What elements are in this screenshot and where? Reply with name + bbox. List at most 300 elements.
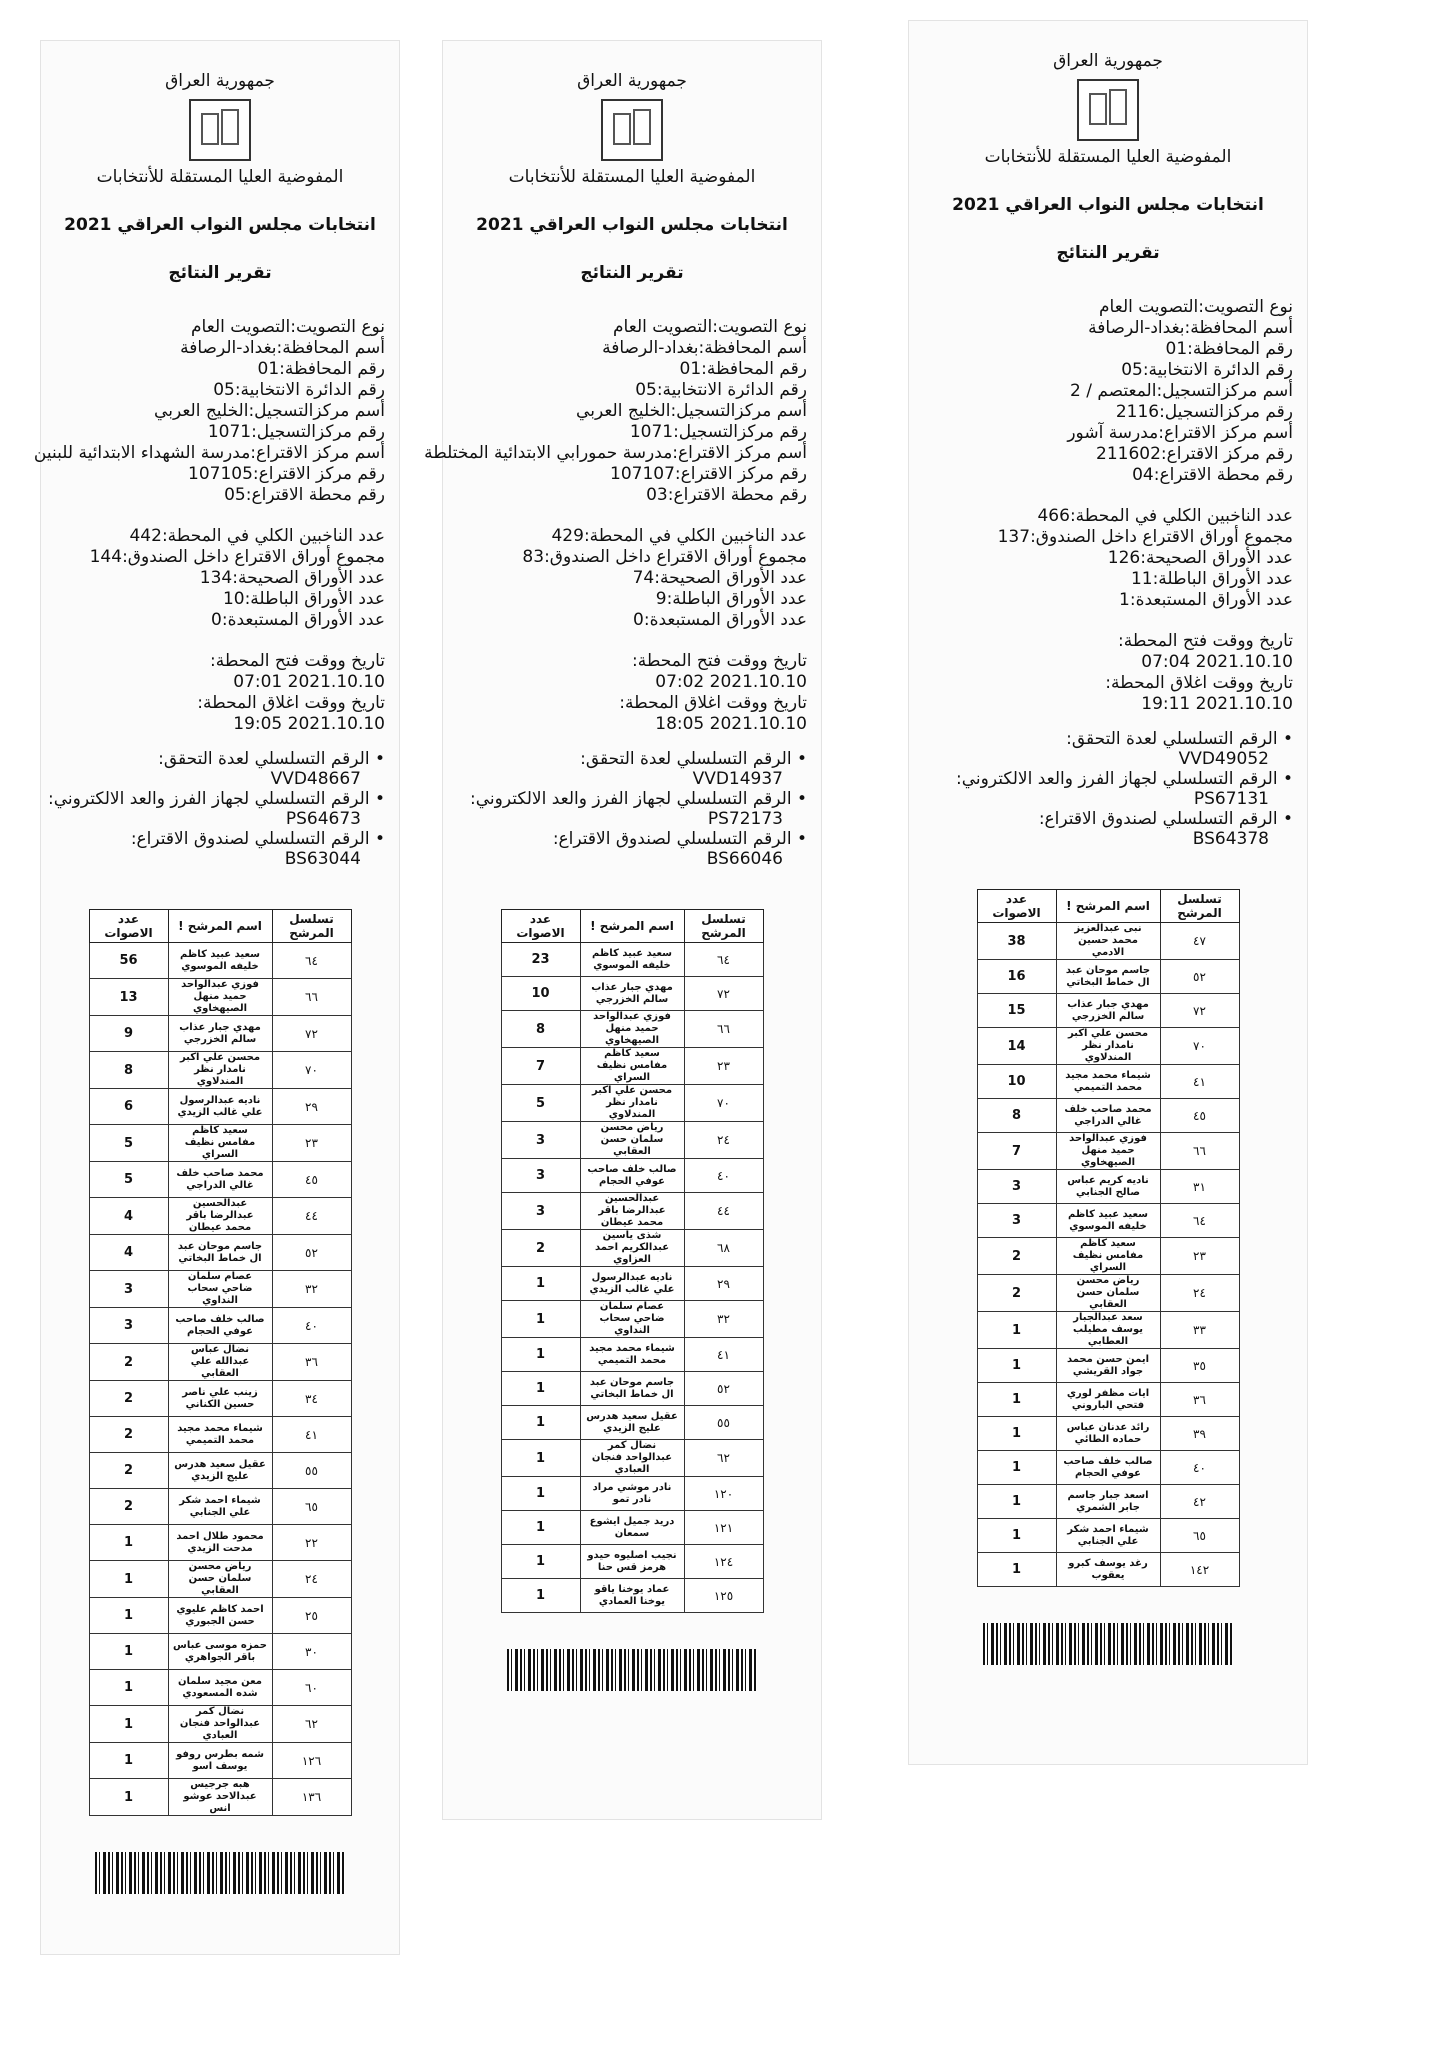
candidate-seq-cell: ٤٠	[1160, 1451, 1239, 1485]
candidate-seq-cell: ٣٩	[1160, 1417, 1239, 1451]
candidate-seq-cell: ٤٥	[1160, 1099, 1239, 1133]
candidate-name-cell: نبى عبدالعزيز محمد حسين الادمي	[1056, 923, 1160, 960]
candidate-seq-cell: ٧٠	[1160, 1028, 1239, 1065]
candidate-seq-cell: ٢٣	[272, 1125, 351, 1162]
results-header-row	[89, 910, 351, 943]
candidate-name-cell: محسن علي اكبر نامدار نظر المندلاوي	[168, 1052, 272, 1089]
votes-cell: 1	[977, 1383, 1056, 1417]
table-row	[89, 1198, 351, 1235]
candidate-seq-cell: ٤٢	[1160, 1485, 1239, 1519]
station-info-line: رقم المحافظة:01	[257, 359, 385, 379]
votes-cell: 1	[89, 1561, 168, 1598]
votes-cell: 38	[977, 923, 1056, 960]
table-row	[501, 1579, 763, 1613]
candidate-seq-cell: ٦٨	[684, 1230, 763, 1267]
results-receipt-3	[908, 20, 1308, 1765]
votes-cell: 7	[977, 1133, 1056, 1170]
table-row	[89, 1308, 351, 1344]
results-header-row	[501, 910, 763, 943]
votes-cell: 23	[501, 943, 580, 977]
serial-value: BS64378	[1192, 829, 1269, 849]
station-info-line: أسم مركز الاقتراع:مدرسة الشهداء الابتدائية للبنين	[33, 443, 385, 463]
station-info-line: رقم مركز الاقتراع:211602	[1096, 444, 1293, 464]
table-row	[501, 1477, 763, 1511]
table-row	[501, 1159, 763, 1193]
table-row	[977, 1238, 1239, 1275]
table-row	[501, 1545, 763, 1579]
votes-cell: 3	[977, 1170, 1056, 1204]
station-time-line: تاريخ ووقت اغلاق المحطة:	[1105, 673, 1293, 693]
barcode	[95, 1852, 345, 1894]
candidate-seq-cell: ٣٢	[684, 1301, 763, 1338]
table-row	[89, 1453, 351, 1489]
candidate-name-cell: مهدي جبار عذاب سالم الخزرجي	[1056, 994, 1160, 1028]
candidate-name-cell: ناديه كريم عباس صالح الجنابي	[1056, 1170, 1160, 1204]
candidate-name-cell: شيماء محمد مجيد محمد التميمي	[580, 1338, 684, 1372]
serial-value: PS72173	[707, 809, 783, 829]
votes-cell: 14	[977, 1028, 1056, 1065]
table-row	[501, 1230, 763, 1267]
serial-value: BS66046	[706, 849, 783, 869]
station-time-line: تاريخ ووقت اغلاق المحطة:	[619, 693, 807, 713]
station-info-line: رقم محطة الاقتراع:05	[224, 485, 385, 505]
votes-cell: 8	[977, 1099, 1056, 1133]
table-row	[89, 1052, 351, 1089]
candidate-name-cell: محمد صاحب خلف غالي الدراجي	[1056, 1099, 1160, 1133]
candidate-seq-cell: ٥٥	[272, 1453, 351, 1489]
votes-cell: 1	[501, 1406, 580, 1440]
election-title: انتخابات مجلس النواب العراقي 2021	[476, 215, 788, 235]
candidate-seq-cell: ٧٠	[272, 1052, 351, 1089]
candidate-seq-cell: ٦٦	[272, 979, 351, 1016]
table-row	[977, 1383, 1239, 1417]
station-time-line: 2021.10.10 18:05	[655, 714, 807, 734]
commission-logo-icon	[1077, 79, 1139, 141]
candidate-name-cell: رائد عدنان عباس حماده الطائي	[1056, 1417, 1160, 1451]
candidate-name-cell: ناديه عبدالرسول علي غالب الزيدي	[580, 1267, 684, 1301]
candidate-seq-cell: ٧٢	[684, 977, 763, 1011]
receipt-header	[41, 71, 399, 283]
candidate-name-cell: صالب خلف صاحب عوفي الحجام	[168, 1308, 272, 1344]
station-info-line: نوع التصويت:التصويت العام	[1099, 297, 1293, 317]
candidate-seq-cell: ٣٦	[272, 1344, 351, 1381]
table-row	[501, 977, 763, 1011]
votes-cell: 1	[977, 1349, 1056, 1383]
ballot-count-line: عدد الأوراق المستبعدة:0	[211, 610, 385, 630]
votes-cell: 16	[977, 960, 1056, 994]
votes-cell: 56	[89, 943, 168, 979]
commission-name: المفوضية العليا المستقلة للأنتخابات	[508, 167, 756, 187]
candidate-seq-cell: ١٢٠	[684, 1477, 763, 1511]
header-votes: عدد الاصوات	[501, 910, 580, 943]
table-row	[89, 1670, 351, 1706]
ballot-count-line: عدد الأوراق الصحيحة:134	[199, 568, 385, 588]
header-votes: عدد الاصوات	[89, 910, 168, 943]
votes-cell: 2	[89, 1344, 168, 1381]
table-row	[501, 1440, 763, 1477]
votes-cell: 5	[89, 1162, 168, 1198]
table-row	[501, 1338, 763, 1372]
table-row	[89, 1706, 351, 1743]
candidate-seq-cell: ٦٠	[272, 1670, 351, 1706]
station-time-line: 2021.10.10 07:02	[655, 672, 807, 692]
votes-cell: 10	[501, 977, 580, 1011]
votes-cell: 1	[89, 1743, 168, 1779]
candidate-name-cell: شيماء احمد شكر علي الجنابي	[1056, 1519, 1160, 1553]
candidate-name-cell: محمود طلال احمد مدحت الزيدي	[168, 1525, 272, 1561]
table-row	[977, 1099, 1239, 1133]
candidate-seq-cell: ٣٣	[1160, 1312, 1239, 1349]
table-row	[501, 1267, 763, 1301]
table-row	[89, 1743, 351, 1779]
candidate-seq-cell: ٦٥	[272, 1489, 351, 1525]
candidate-seq-cell: ٢٩	[684, 1267, 763, 1301]
header-votes: عدد الاصوات	[977, 890, 1056, 923]
table-row	[89, 1634, 351, 1670]
votes-cell: 3	[501, 1122, 580, 1159]
candidate-seq-cell: ١٤٢	[1160, 1553, 1239, 1587]
station-time-line: تاريخ ووقت فتح المحطة:	[210, 651, 385, 671]
station-times	[41, 651, 399, 735]
table-row	[977, 1275, 1239, 1312]
votes-cell: 3	[89, 1271, 168, 1308]
serial-value: PS67131	[1193, 789, 1269, 809]
station-info-line: نوع التصويت:التصويت العام	[191, 317, 385, 337]
votes-cell: 1	[501, 1440, 580, 1477]
candidate-seq-cell: ٣٠	[272, 1634, 351, 1670]
candidate-seq-cell: ١٢٥	[684, 1579, 763, 1613]
candidate-seq-cell: ٦٦	[1160, 1133, 1239, 1170]
table-row	[501, 1193, 763, 1230]
table-row	[89, 1779, 351, 1816]
candidate-seq-cell: ٥٢	[272, 1235, 351, 1271]
report-title: تقرير النتائج	[580, 263, 684, 283]
station-time-line: تاريخ ووقت اغلاق المحطة:	[197, 693, 385, 713]
station-info-line: رقم محطة الاقتراع:03	[646, 485, 807, 505]
candidate-seq-cell: ٢٤	[1160, 1275, 1239, 1312]
candidate-seq-cell: ٢٤	[272, 1561, 351, 1598]
votes-cell: 8	[89, 1052, 168, 1089]
candidate-name-cell: هبه جرجيس عبدالاحد عوشو انس	[168, 1779, 272, 1816]
ballot-count-line: مجموع أوراق الاقتراع داخل الصندوق:137	[997, 527, 1293, 547]
station-info-line: أسم مركزالتسجيل:الخليج العربي	[154, 401, 385, 421]
candidate-name-cell: عقيل سعيد هدرس عليج الزيدي	[168, 1453, 272, 1489]
votes-cell: 1	[89, 1706, 168, 1743]
table-row	[89, 1125, 351, 1162]
votes-cell: 1	[501, 1579, 580, 1613]
votes-cell: 10	[977, 1065, 1056, 1099]
serial-value: BS63044	[284, 849, 361, 869]
votes-cell: 1	[89, 1598, 168, 1634]
candidate-name-cell: سعيد عبيد كاظم خليفه الموسوي	[1056, 1204, 1160, 1238]
candidate-name-cell: جاسم موحان عبد ال خماط البخاتي	[168, 1235, 272, 1271]
votes-cell: 1	[501, 1301, 580, 1338]
candidate-name-cell: سعيد كاظم مفامس نظيف السراي	[1056, 1238, 1160, 1275]
results-table	[89, 909, 352, 1816]
votes-cell: 1	[89, 1779, 168, 1816]
results-receipt-1	[33, 40, 400, 1955]
candidate-name-cell: عصام سلمان ضاحي سحاب النداوي	[580, 1301, 684, 1338]
votes-cell: 2	[89, 1489, 168, 1525]
table-row	[89, 1162, 351, 1198]
serial-label: • الرقم التسلسلي لصندوق الاقتراع:	[552, 829, 807, 849]
candidate-seq-cell: ٦٦	[684, 1011, 763, 1048]
votes-cell: 1	[977, 1485, 1056, 1519]
table-row	[977, 1133, 1239, 1170]
table-row	[89, 943, 351, 979]
votes-cell: 4	[89, 1198, 168, 1235]
table-row	[977, 1312, 1239, 1349]
station-info-line: أسم مركزالتسجيل:الخليج العربي	[576, 401, 807, 421]
candidate-name-cell: احمد كاظم عليوي حسن الجبوري	[168, 1598, 272, 1634]
candidate-name-cell: سعيد عبيد كاظم خليفه الموسوي	[168, 943, 272, 979]
candidate-seq-cell: ١٢١	[684, 1511, 763, 1545]
votes-cell: 2	[89, 1381, 168, 1417]
candidate-seq-cell: ٢٣	[684, 1048, 763, 1085]
candidate-seq-cell: ٧٠	[684, 1085, 763, 1122]
station-info-line: أسم المحافظة:بغداد-الرصافة	[1088, 318, 1293, 338]
votes-cell: 15	[977, 994, 1056, 1028]
station-info-line: رقم مركز الاقتراع:107107	[610, 464, 807, 484]
candidate-name-cell: عبدالحسين عبدالرضا باقر محمد عيطان	[168, 1198, 272, 1235]
serial-label: • الرقم التسلسلي لجهاز الفرز والعد الالكتروني:	[47, 789, 385, 809]
receipt-header	[909, 51, 1307, 263]
table-row	[89, 1417, 351, 1453]
candidate-seq-cell: ٦٥	[1160, 1519, 1239, 1553]
serial-label: • الرقم التسلسلي لصندوق الاقتراع:	[130, 829, 385, 849]
header-candidate-seq: تسلسل المرشح	[1160, 890, 1239, 923]
candidate-name-cell: عقيل سعيد هدرس عليج الزيدي	[580, 1406, 684, 1440]
candidate-seq-cell: ٢٥	[272, 1598, 351, 1634]
candidate-name-cell: سعيد كاظم مفامس نظيف السراي	[168, 1125, 272, 1162]
candidate-name-cell: نضال عباس عبدالله علي العقابي	[168, 1344, 272, 1381]
commission-name: المفوضية العليا المستقلة للأنتخابات	[984, 147, 1232, 167]
candidate-seq-cell: ٥٢	[1160, 960, 1239, 994]
election-title: انتخابات مجلس النواب العراقي 2021	[952, 195, 1264, 215]
candidate-seq-cell: ١٣٦	[272, 1779, 351, 1816]
station-time-line: 2021.10.10 07:01	[233, 672, 385, 692]
barcode	[507, 1649, 757, 1691]
serial-value: VVD49052	[1178, 749, 1269, 769]
candidate-name-cell: نضال كمر عبدالواحد فنجان العبادي	[580, 1440, 684, 1477]
ballot-count-line: عدد الأوراق الصحيحة:126	[1107, 548, 1293, 568]
serial-label: • الرقم التسلسلي لعدة التحقق:	[158, 749, 385, 769]
table-row	[501, 1372, 763, 1406]
candidate-name-cell: سعد عبدالجبار يوسف مطيلب العطابي	[1056, 1312, 1160, 1349]
station-info-line: أسم مركزالتسجيل:المعتصم / 2	[1069, 381, 1293, 401]
candidate-name-cell: ناديه عبدالرسول علي غالب الزيدي	[168, 1089, 272, 1125]
candidate-name-cell: دريد جميل ايشوع سمعان	[580, 1511, 684, 1545]
serial-numbers	[41, 749, 399, 869]
table-row	[89, 1525, 351, 1561]
header-candidate-seq: تسلسل المرشح	[684, 910, 763, 943]
candidate-name-cell: شيماء محمد مجيد محمد التميمي	[1056, 1065, 1160, 1099]
ballot-count-line: عدد الأوراق الصحيحة:74	[632, 568, 807, 588]
station-info	[909, 297, 1307, 486]
votes-cell: 1	[977, 1553, 1056, 1587]
table-row	[977, 1170, 1239, 1204]
results-receipt-2	[424, 40, 822, 1820]
ballot-count-line: عدد الناخبين الكلي في المحطة:442	[129, 526, 385, 546]
serial-label: • الرقم التسلسلي لجهاز الفرز والعد الالكتروني:	[955, 769, 1293, 789]
commission-logo-icon	[601, 99, 663, 161]
votes-cell: 3	[501, 1159, 580, 1193]
candidate-seq-cell: ٢٣	[1160, 1238, 1239, 1275]
votes-cell: 5	[501, 1085, 580, 1122]
receipt-header	[443, 71, 821, 283]
candidate-name-cell: عماد يوخنا ياقو يوخنا العمادي	[580, 1579, 684, 1613]
candidate-seq-cell: ٧٢	[272, 1016, 351, 1052]
candidate-seq-cell: ٤٠	[684, 1159, 763, 1193]
candidate-seq-cell: ٣٢	[272, 1271, 351, 1308]
votes-cell: 7	[501, 1048, 580, 1085]
table-row	[977, 923, 1239, 960]
table-row	[89, 1089, 351, 1125]
table-row	[977, 1451, 1239, 1485]
candidate-name-cell: اسعد جبار جاسم جابر الشمري	[1056, 1485, 1160, 1519]
table-row	[977, 960, 1239, 994]
barcode	[983, 1623, 1233, 1665]
candidate-name-cell: نادر موشي مراد نادر تمو	[580, 1477, 684, 1511]
table-row	[977, 1519, 1239, 1553]
station-info	[424, 317, 821, 506]
header-candidate-seq: تسلسل المرشح	[272, 910, 351, 943]
station-info-line: رقم مركزالتسجيل:1071	[629, 422, 807, 442]
candidate-name-cell: شيماء احمد شكر علي الجنابي	[168, 1489, 272, 1525]
ballot-count-line: عدد الأوراق الباطلة:11	[1130, 569, 1293, 589]
candidate-name-cell: جاسم موحان عبد ال خماط البخاتي	[1056, 960, 1160, 994]
table-row	[89, 1016, 351, 1052]
serial-value: PS64673	[285, 809, 361, 829]
votes-cell: 2	[977, 1275, 1056, 1312]
candidate-name-cell: حمزه موسى عباس باقر الجواهري	[168, 1634, 272, 1670]
candidate-name-cell: نضال كمر عبدالواحد فنجان العبادي	[168, 1706, 272, 1743]
table-row	[501, 1122, 763, 1159]
votes-cell: 1	[89, 1670, 168, 1706]
serial-numbers	[443, 749, 821, 869]
ballot-counts	[41, 526, 399, 631]
candidate-seq-cell: ١٢٤	[684, 1545, 763, 1579]
republic-title: جمهورية العراق	[1053, 51, 1163, 71]
station-time-line: 2021.10.10 19:11	[1141, 694, 1293, 714]
candidate-seq-cell: ٣٦	[1160, 1383, 1239, 1417]
election-title: انتخابات مجلس النواب العراقي 2021	[64, 215, 376, 235]
table-row	[89, 1489, 351, 1525]
ballot-counts	[443, 526, 821, 631]
votes-cell: 2	[977, 1238, 1056, 1275]
table-row	[501, 1048, 763, 1085]
results-header-row	[977, 890, 1239, 923]
candidate-seq-cell: ٤٤	[272, 1198, 351, 1235]
candidate-name-cell: مهدي جبار عذاب سالم الخزرجي	[168, 1016, 272, 1052]
table-row	[89, 979, 351, 1016]
serial-label: • الرقم التسلسلي لعدة التحقق:	[1066, 729, 1293, 749]
candidate-name-cell: محمد صاحب خلف غالي الدراجي	[168, 1162, 272, 1198]
station-info-line: رقم المحافظة:01	[1165, 339, 1293, 359]
votes-cell: 1	[501, 1545, 580, 1579]
candidate-name-cell: عصام سلمان ضاحي سحاب النداوي	[168, 1271, 272, 1308]
votes-cell: 1	[501, 1338, 580, 1372]
ballot-count-line: عدد الأوراق الباطلة:9	[655, 589, 807, 609]
table-row	[501, 1085, 763, 1122]
candidate-seq-cell: ٣١	[1160, 1170, 1239, 1204]
header-candidate-name: اسم المرشح !	[168, 910, 272, 943]
candidate-seq-cell: ٤١	[1160, 1065, 1239, 1099]
table-row	[977, 1204, 1239, 1238]
candidate-name-cell: شمه بطرس روفو يوسف اسو	[168, 1743, 272, 1779]
candidate-name-cell: فوزي عبدالواحد حميد منهل الصيهخاوي	[168, 979, 272, 1016]
table-row	[89, 1381, 351, 1417]
votes-cell: 8	[501, 1011, 580, 1048]
votes-cell: 1	[501, 1477, 580, 1511]
table-row	[501, 943, 763, 977]
serial-numbers	[909, 729, 1307, 849]
candidate-seq-cell: ٦٤	[684, 943, 763, 977]
candidate-seq-cell: ٤١	[684, 1338, 763, 1372]
votes-cell: 1	[501, 1372, 580, 1406]
header-candidate-name: اسم المرشح !	[1056, 890, 1160, 923]
candidate-name-cell: معن مجيد سلمان شده المسعودي	[168, 1670, 272, 1706]
votes-cell: 6	[89, 1089, 168, 1125]
station-info-line: أسم مركز الاقتراع:مدرسة حمورابي الابتدائية المختلطة	[424, 443, 807, 463]
table-row	[501, 1301, 763, 1338]
candidate-name-cell: عبدالحسين عبدالرضا باقر محمد عيطان	[580, 1193, 684, 1230]
votes-cell: 3	[501, 1193, 580, 1230]
candidate-seq-cell: ٥٥	[684, 1406, 763, 1440]
votes-cell: 13	[89, 979, 168, 1016]
station-info-line: أسم المحافظة:بغداد-الرصافة	[602, 338, 807, 358]
table-row	[977, 994, 1239, 1028]
station-times	[909, 631, 1307, 715]
table-row	[977, 1553, 1239, 1587]
candidate-name-cell: سعيد كاظم مفامس نظيف السراي	[580, 1048, 684, 1085]
ballot-count-line: عدد الأوراق الباطلة:10	[222, 589, 385, 609]
votes-cell: 1	[977, 1519, 1056, 1553]
serial-label: • الرقم التسلسلي لصندوق الاقتراع:	[1038, 809, 1293, 829]
serial-value: VVD14937	[692, 769, 783, 789]
candidate-seq-cell: ٧٢	[1160, 994, 1239, 1028]
station-time-line: 2021.10.10 07:04	[1141, 652, 1293, 672]
table-row	[977, 1417, 1239, 1451]
votes-cell: 1	[977, 1417, 1056, 1451]
candidate-name-cell: نجيب اصليوه حيدو هرمز قس حنا	[580, 1545, 684, 1579]
candidate-name-cell: زينب علي ناصر حسين الكناني	[168, 1381, 272, 1417]
candidate-seq-cell: ٤٥	[272, 1162, 351, 1198]
table-row	[501, 1011, 763, 1048]
votes-cell: 1	[977, 1451, 1056, 1485]
table-row	[89, 1598, 351, 1634]
station-info-line: رقم الدائرة الانتخابية:05	[213, 380, 385, 400]
votes-cell: 1	[501, 1267, 580, 1301]
candidate-name-cell: محسن علي اكبر نامدار نظر المندلاوي	[580, 1085, 684, 1122]
candidate-seq-cell: ١٢٦	[272, 1743, 351, 1779]
candidate-name-cell: ايات مظفر لوري فتحي الباروني	[1056, 1383, 1160, 1417]
candidate-seq-cell: ٢٤	[684, 1122, 763, 1159]
serial-value: VVD48667	[270, 769, 361, 789]
candidate-seq-cell: ٤٧	[1160, 923, 1239, 960]
candidate-seq-cell: ٦٢	[684, 1440, 763, 1477]
station-info	[33, 317, 399, 506]
candidate-seq-cell: ٣٤	[272, 1381, 351, 1417]
candidate-name-cell: مهدي جبار عذاب سالم الخزرجي	[580, 977, 684, 1011]
candidate-name-cell: محسن علي اكبر نامدار نظر المندلاوي	[1056, 1028, 1160, 1065]
station-info-line: رقم الدائرة الانتخابية:05	[635, 380, 807, 400]
station-time-line: تاريخ ووقت فتح المحطة:	[1118, 631, 1293, 651]
table-row	[977, 1028, 1239, 1065]
votes-cell: 1	[89, 1634, 168, 1670]
candidate-seq-cell: ٤٠	[272, 1308, 351, 1344]
station-info-line: رقم مركز الاقتراع:107105	[188, 464, 385, 484]
